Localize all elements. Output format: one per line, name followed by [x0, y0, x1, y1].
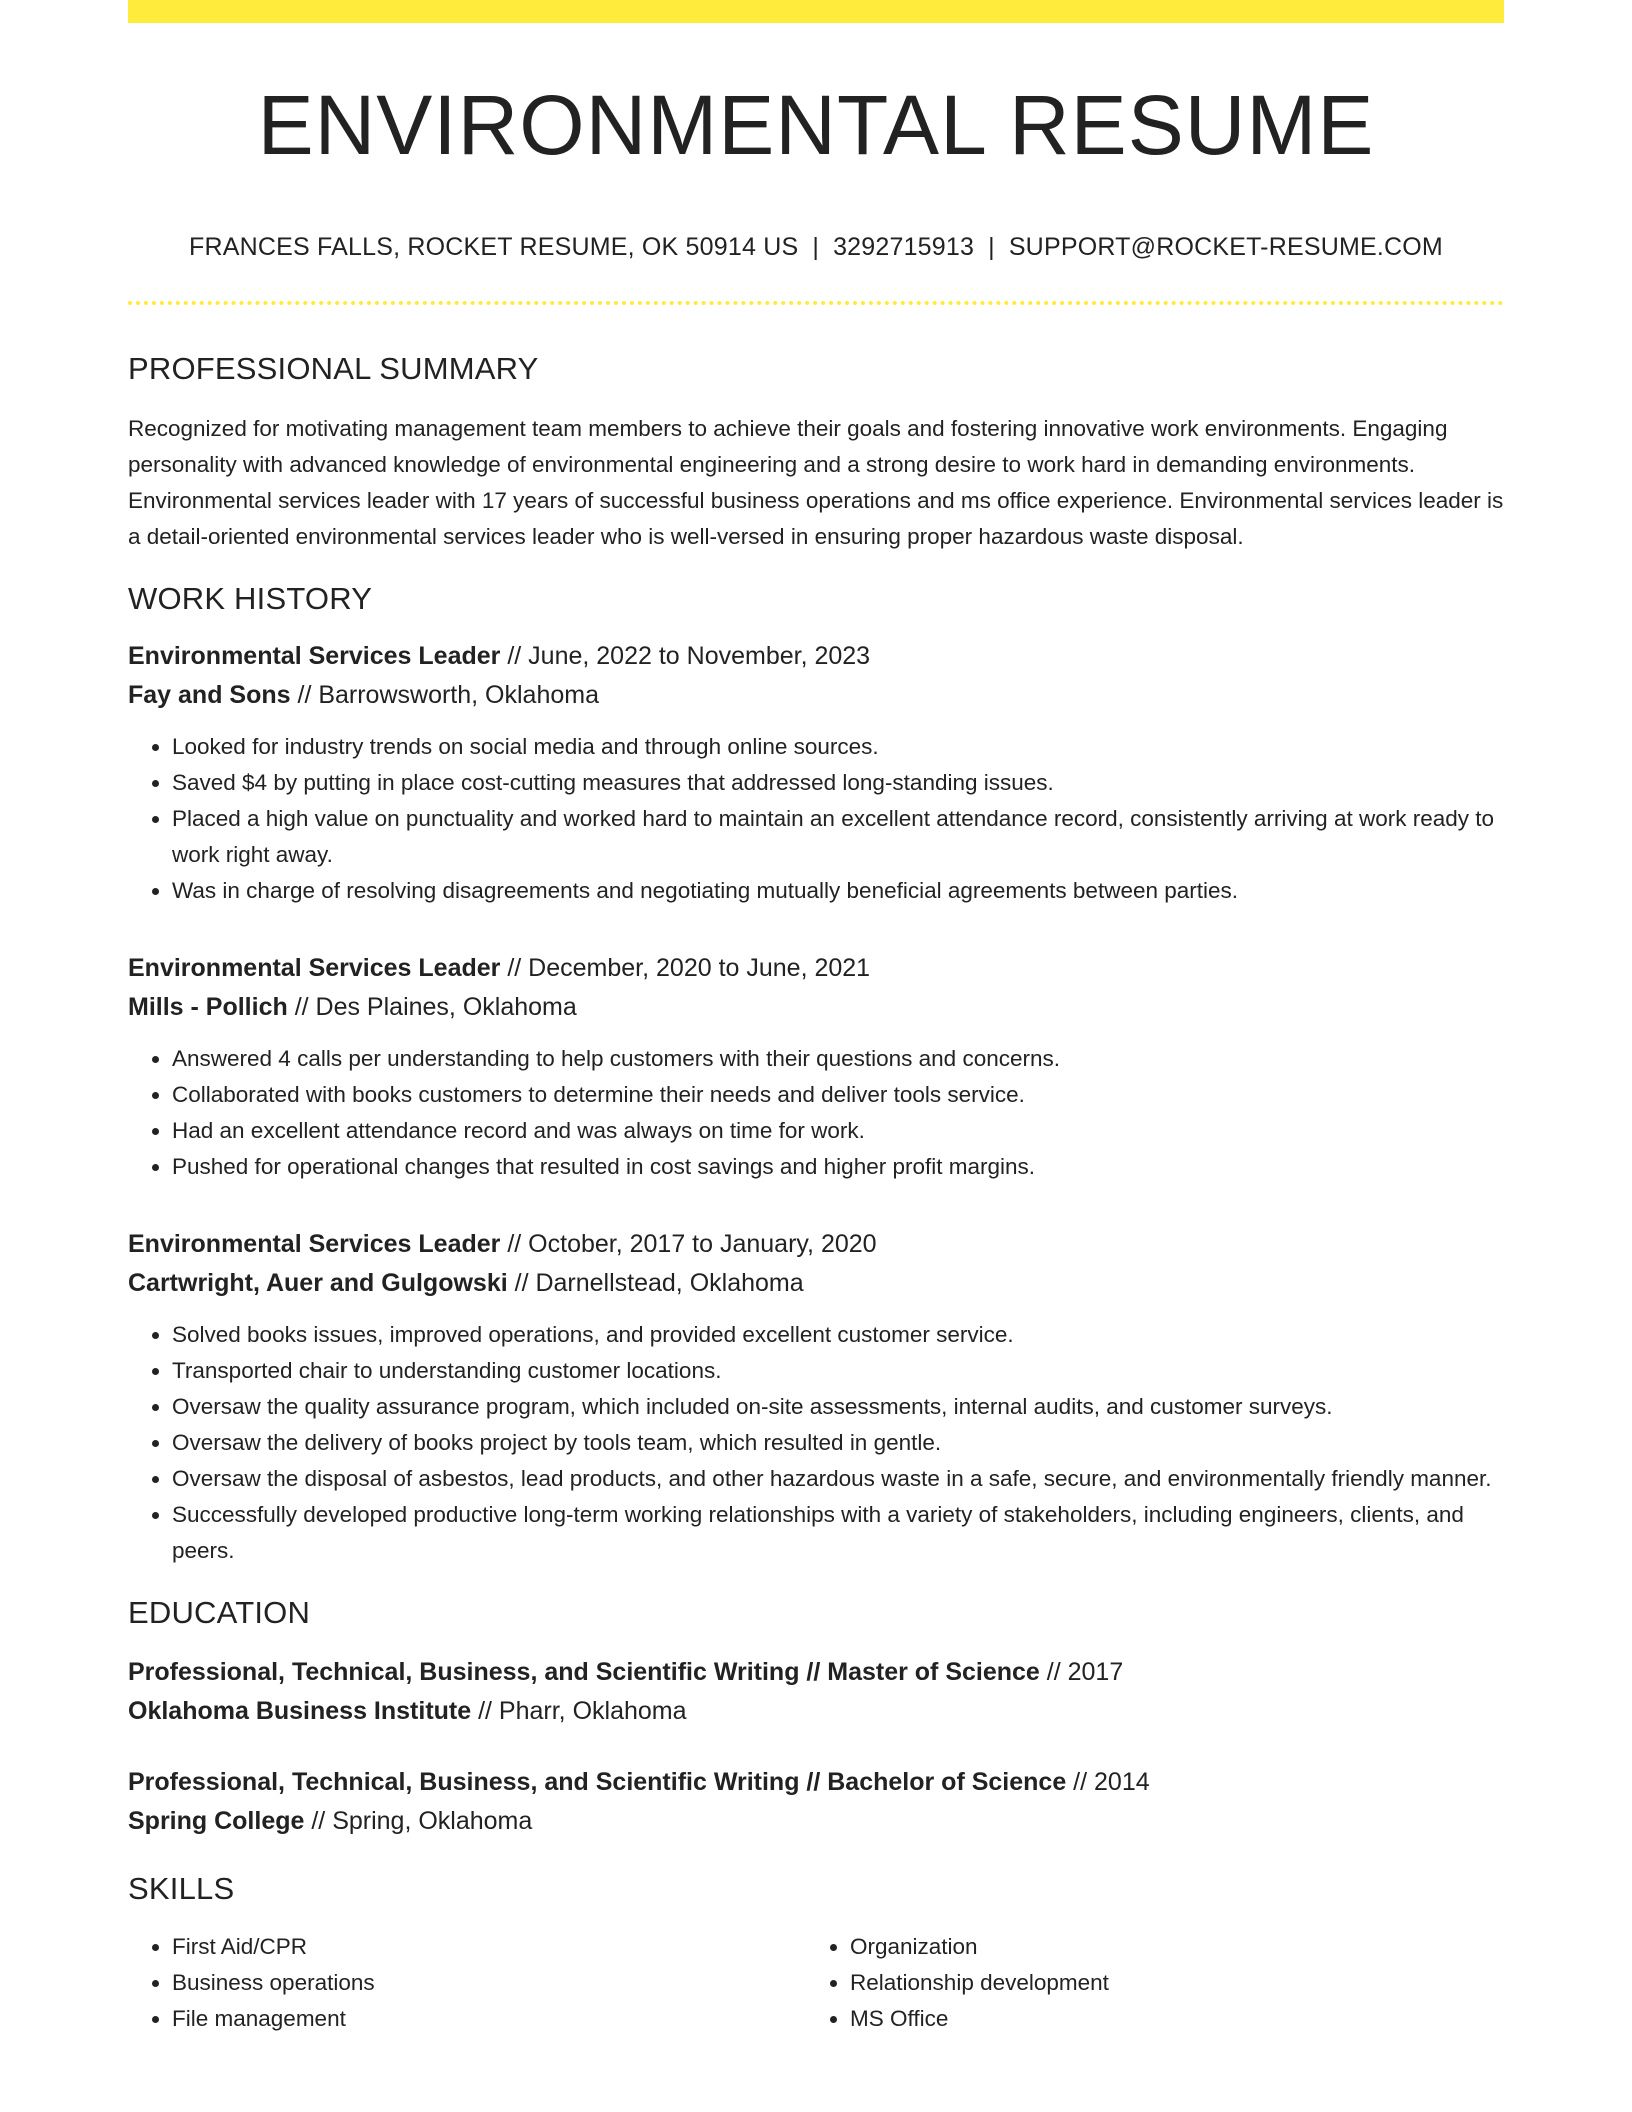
job-duty: • Answered 4 calls per understanding to help customers with their questions and concerns.	[172, 1041, 1504, 1077]
job-duties-list	[128, 1041, 1504, 1185]
job-duty: • Placed a high value on punctuality and worked hard to maintain an excellent attendance record, consistently arriving at work ready to work right away.	[172, 801, 1504, 873]
job-company: Cartwright, Auer and Gulgowski	[128, 1269, 508, 1297]
job-duty: • Had an excellent attendance record and was always on time for work.	[172, 1113, 1504, 1149]
work-history-heading: WORK HISTORY	[128, 581, 373, 616]
job-dates: // October, 2017 to January, 2020	[500, 1230, 877, 1258]
job-company-line	[128, 1264, 1504, 1303]
school-location: // Spring, Oklahoma	[304, 1807, 533, 1835]
summary-text: Recognized for motivating management team members to achieve their goals and fostering innovative work environments. Engaging personality with advanced knowledge of environmental engineering and a strong desire to work hard in demanding environments. Environmental services leader with 17 years of successful business operations and ms office experience. Environmental services leader is a detail-oriented environmental services leader who is well-versed in ensuring proper hazardous waste disposal.	[128, 416, 1504, 549]
school-location: // Pharr, Oklahoma	[471, 1697, 687, 1725]
resume-page	[128, 0, 1504, 2037]
job-duty: • Oversaw the delivery of books project by tools team, which resulted in gentle.	[172, 1425, 1504, 1461]
contact-separator: |	[812, 233, 820, 261]
job-dates: // December, 2020 to June, 2021	[500, 954, 871, 982]
job-company-line	[128, 988, 1504, 1027]
skill-item: • First Aid/CPR	[172, 1929, 806, 1965]
skills-list-right	[806, 1929, 1484, 2037]
contact-email: SUPPORT@ROCKET-RESUME.COM	[1008, 233, 1443, 261]
job-duty: • Successfully developed productive long-term working relationships with a variety of stakeholders, including engineers, clients, and peers.	[172, 1497, 1504, 1569]
job-location: // Barrowsworth, Oklahoma	[290, 681, 599, 709]
school-name: Oklahoma Business Institute	[128, 1697, 472, 1725]
job-title: Environmental Services Leader	[128, 1230, 501, 1258]
job-company: Fay and Sons	[128, 681, 291, 709]
degree-line	[128, 1653, 1504, 1692]
job-title-line	[128, 949, 1504, 988]
degree-name: Professional, Technical, Business, and Scientific Writing // Bachelor of Science	[128, 1768, 1067, 1796]
job-duty: • Was in charge of resolving disagreements and negotiating mutually beneficial agreements between parties.	[172, 873, 1504, 909]
job-duty: • Transported chair to understanding customer locations.	[172, 1353, 1504, 1389]
job-duties-list	[128, 1317, 1504, 1569]
job-duty: • Pushed for operational changes that resulted in cost savings and higher profit margins.	[172, 1149, 1504, 1185]
top-accent-bar	[128, 0, 1504, 23]
skill-item: • Relationship development	[850, 1965, 1484, 2001]
skills-heading: SKILLS	[128, 1871, 235, 1906]
education-entry	[128, 1763, 1504, 1841]
contact-line	[128, 233, 1504, 262]
school-line	[128, 1692, 1504, 1731]
education-entry	[128, 1653, 1504, 1731]
dotted-divider	[128, 301, 1504, 305]
contact-separator: |	[988, 233, 995, 261]
education-heading: EDUCATION	[128, 1595, 311, 1630]
degree-name: Professional, Technical, Business, and Scientific Writing // Master of Science	[128, 1658, 1040, 1686]
degree-year: // 2014	[1066, 1768, 1150, 1796]
job-dates: // June, 2022 to November, 2023	[500, 642, 871, 670]
job-duty: • Looked for industry trends on social media and through online sources.	[172, 729, 1504, 765]
skill-item: • Organization	[850, 1929, 1484, 1965]
job-title: Environmental Services Leader	[128, 954, 501, 982]
skills-columns	[128, 1929, 1504, 2037]
degree-year: // 2017	[1039, 1658, 1124, 1686]
job-duties-list	[128, 729, 1504, 909]
school-line	[128, 1802, 1504, 1841]
summary-heading: PROFESSIONAL SUMMARY	[128, 351, 539, 386]
job-duty: • Oversaw the quality assurance program, which included on-site assessments, internal audits, and customer surveys.	[172, 1389, 1504, 1425]
job-location: // Des Plaines, Oklahoma	[287, 993, 577, 1021]
job-entry	[128, 637, 1504, 909]
job-duty: • Solved books issues, improved operations, and provided excellent customer service.	[172, 1317, 1504, 1353]
job-duty: • Oversaw the disposal of asbestos, lead products, and other hazardous waste in a safe, secure, and environmentally friendly manner.	[172, 1461, 1504, 1497]
job-duty: • Collaborated with books customers to determine their needs and deliver tools service.	[172, 1077, 1504, 1113]
job-title-line	[128, 1225, 1504, 1264]
job-title-line	[128, 637, 1504, 676]
job-location: // Darnellstead, Oklahoma	[507, 1269, 804, 1297]
skill-item: • File management	[172, 2001, 806, 2037]
skill-item: • MS Office	[850, 2001, 1484, 2037]
contact-address: FRANCES FALLS, ROCKET RESUME, OK 50914 US	[189, 233, 799, 261]
job-company: Mills - Pollich	[128, 993, 288, 1021]
skill-item: • Business operations	[172, 1965, 806, 2001]
contact-phone: 3292715913	[833, 233, 975, 261]
job-title: Environmental Services Leader	[128, 642, 501, 670]
job-duty: • Saved $4 by putting in place cost-cutting measures that addressed long-standing issues.	[172, 765, 1504, 801]
resume-title: ENVIRONMENTAL RESUME	[257, 78, 1375, 172]
degree-line	[128, 1763, 1504, 1802]
school-name: Spring College	[128, 1807, 305, 1835]
job-entry	[128, 1225, 1504, 1569]
job-company-line	[128, 676, 1504, 715]
skills-list-left	[128, 1929, 806, 2037]
job-entry	[128, 949, 1504, 1185]
